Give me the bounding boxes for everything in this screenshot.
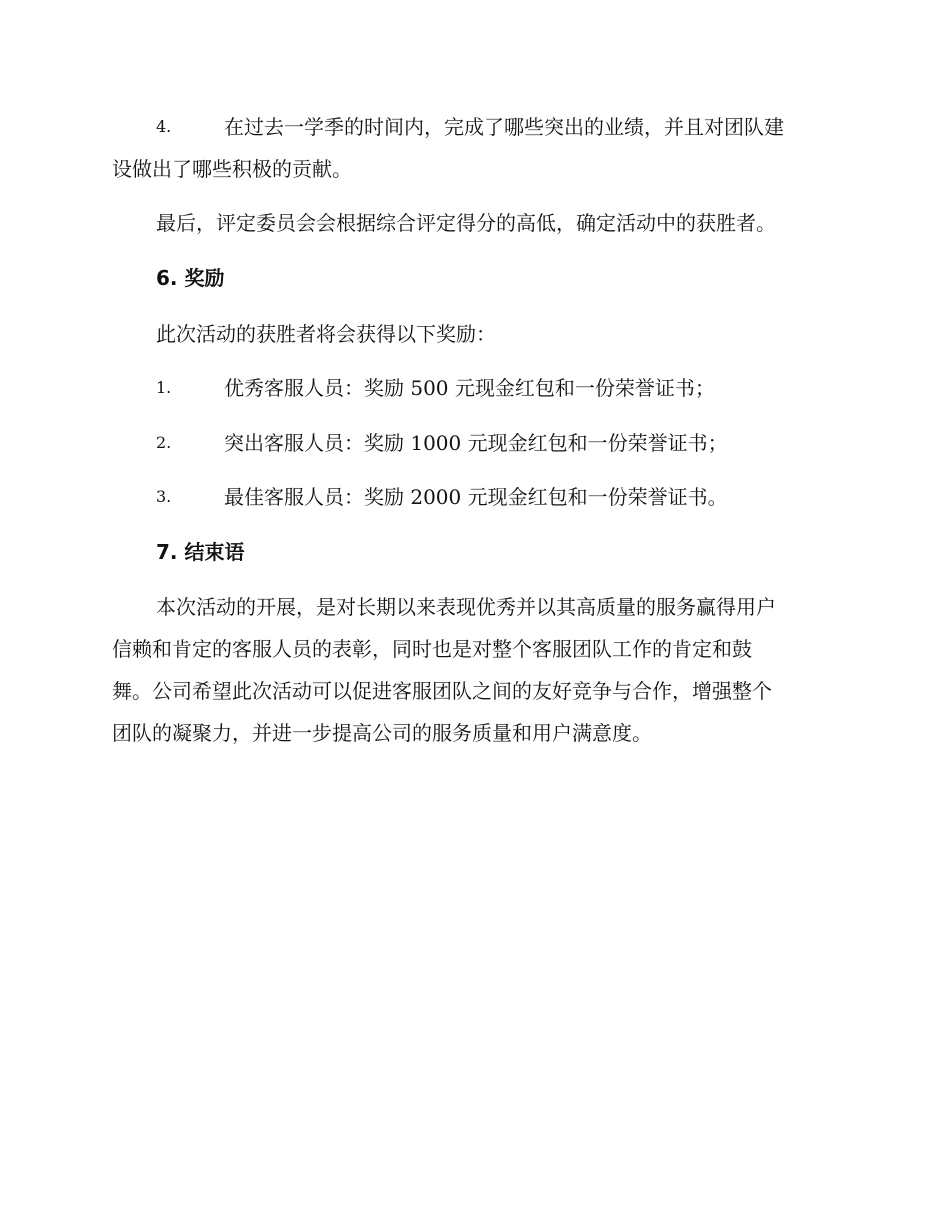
list-number: 3. bbox=[156, 487, 172, 506]
list-text-line-2: 设做出了哪些积极的贡献。 bbox=[112, 157, 352, 181]
conclusion-line: 团队的凝聚力，并进一步提高公司的服务质量和用户满意度。 bbox=[112, 721, 652, 745]
list-number: 4. bbox=[156, 117, 172, 136]
section-heading-rewards: 6. 奖励 bbox=[156, 266, 225, 290]
conclusion-line: 舞。公司希望此次活动可以促进客服团队之间的友好竞争与合作，增强整个 bbox=[112, 679, 772, 703]
section-heading-conclusion: 7. 结束语 bbox=[156, 540, 245, 564]
reward-text: 优秀客服人员：奖励 500 元现金红包和一份荣誉证书； bbox=[224, 376, 715, 400]
reward-text: 突出客服人员：奖励 1000 元现金红包和一份荣誉证书； bbox=[224, 431, 728, 455]
evaluation-closing-paragraph: 最后，评定委员会会根据综合评定得分的高低，确定活动中的获胜者。 bbox=[156, 211, 776, 235]
rewards-intro: 此次活动的获胜者将会获得以下奖励： bbox=[156, 322, 496, 346]
conclusion-line: 信赖和肯定的客服人员的表彰，同时也是对整个客服团队工作的肯定和鼓 bbox=[112, 637, 752, 661]
list-text-line-1: 在过去一学季的时间内，完成了哪些突出的业绩，并且对团队建 bbox=[224, 115, 784, 139]
reward-text: 最佳客服人员：奖励 2000 元现金红包和一份荣誉证书。 bbox=[224, 485, 728, 509]
list-number: 2. bbox=[156, 433, 172, 452]
criteria-item-4-continued bbox=[112, 148, 834, 190]
conclusion-line: 本次活动的开展，是对长期以来表现优秀并以其高质量的服务赢得用户 bbox=[156, 595, 776, 619]
list-number: 1. bbox=[156, 378, 172, 397]
